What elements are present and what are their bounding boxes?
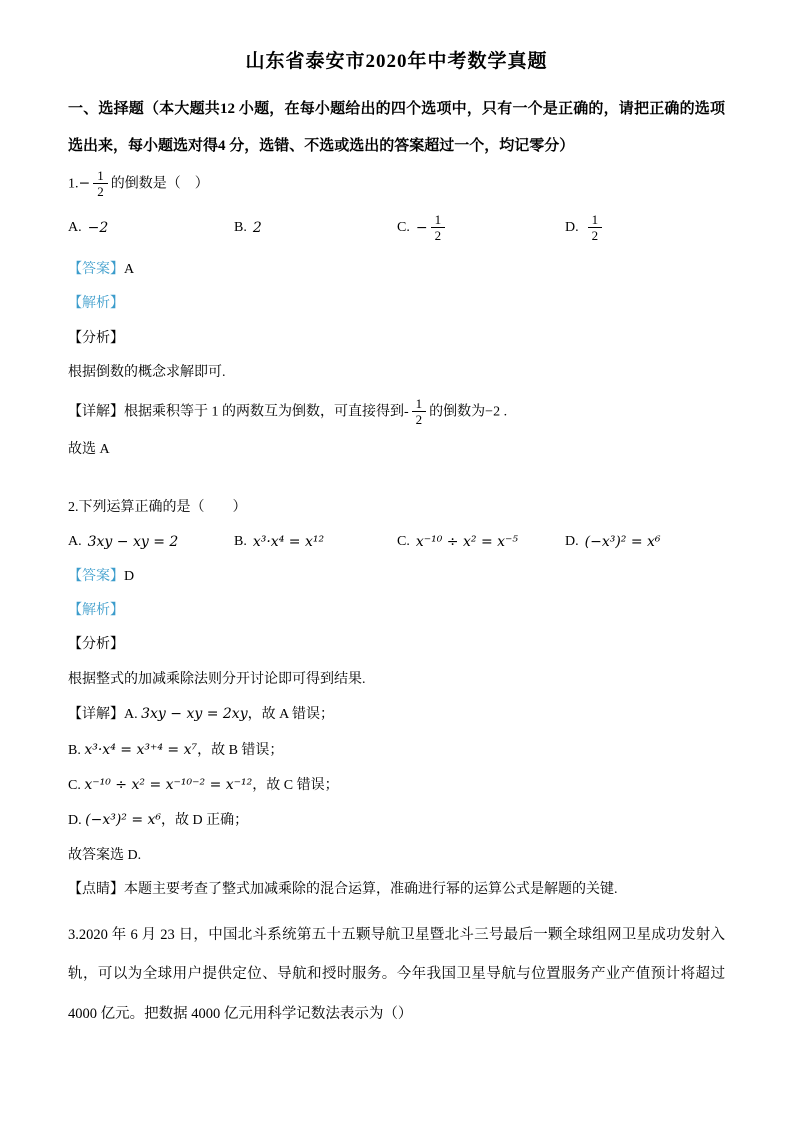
q1-conclusion: 故选 A — [68, 441, 110, 457]
question-2 — [68, 497, 725, 901]
q2-option-c-label: C. — [397, 533, 410, 549]
section-header: 一、选择题（本大题共12 小题，在每小题给出的四个选项中，只有一个是正确的，请把正确的选项选出来，每小题选对得4 分，选错、不选或选出的答案超过一个，均记零分） — [68, 101, 725, 154]
q2-option-a — [68, 534, 234, 550]
q1-option-c-numerator: 1 — [431, 213, 446, 229]
q2-option-d — [565, 534, 661, 550]
q1-xiangjie-pre: 根据乘积等于 1 的两数互为倒数，可直接得到- — [124, 403, 409, 419]
q1-number: 1. — [68, 175, 79, 191]
q2-xiangjie-tag: 【详解】 — [68, 707, 124, 723]
q1-answer-value: A — [124, 262, 135, 278]
q2-detail-a-math: 3xy − xy = 2xy — [141, 706, 248, 723]
q2-answer-line — [68, 566, 725, 588]
q1-answer-line — [68, 259, 725, 281]
q1-stem-fraction-denominator: 2 — [97, 184, 104, 200]
q2-detail-a-suffix: ，故 A 错误； — [247, 707, 334, 723]
q2-detail-d-prefix: D. — [68, 813, 82, 829]
q2-jiexi-tag: 【解析】 — [68, 603, 124, 619]
q1-option-c-denominator: 2 — [434, 228, 442, 244]
q1-option-c-sign: − — [415, 219, 428, 236]
q1-options — [68, 213, 725, 243]
q1-xiangjie-tag: 【详解】 — [68, 403, 124, 419]
q1-fenxi-tag: 【分析】 — [68, 330, 124, 346]
q2-detail-c-math: x⁻¹⁰ ÷ x² = x⁻¹⁰⁻² = x⁻¹² — [84, 777, 253, 794]
q1-option-d-denominator: 2 — [591, 228, 599, 244]
q1-xiangjie-fraction — [412, 397, 427, 427]
q1-option-d — [565, 213, 605, 243]
document-title: 山东省泰安市2020年中考数学真题 — [245, 51, 548, 72]
q2-option-d-label: D. — [565, 533, 579, 549]
q2-fenxi-text: 根据整式的加减乘除法则分开讨论即可得到结果. — [68, 671, 366, 687]
q1-stem-text: 的倒数是（ ） — [110, 175, 209, 191]
q2-detail-b — [68, 739, 725, 762]
q2-detail-a — [68, 703, 725, 726]
q2-detail-c-prefix: C. — [68, 778, 81, 794]
q2-jiexi-line — [68, 600, 725, 622]
q2-dianjing-text: 本题主要考查了整式加减乘除的混合运算，准确进行幂的运算公式是解题的关键. — [124, 882, 618, 898]
q1-stem — [68, 169, 725, 199]
q2-option-b-label: B. — [234, 533, 247, 549]
q1-xiangjie-fraction-denominator: 2 — [415, 412, 423, 428]
q2-option-b — [234, 534, 397, 550]
q2-answer-tag: 【答案】 — [68, 568, 124, 584]
q2-fenxi-line — [68, 634, 725, 656]
q1-option-b — [234, 220, 397, 236]
q1-stem-fraction-numerator: 1 — [93, 169, 108, 185]
q2-detail-b-prefix: B. — [68, 742, 81, 758]
question-3 — [68, 916, 725, 1036]
q1-fenxi-line — [68, 328, 725, 350]
q1-answer-tag: 【答案】 — [68, 262, 124, 278]
q2-answer-value: D — [124, 568, 135, 584]
q1-option-a — [68, 220, 234, 236]
q1-fenxi-text: 根据倒数的概念求解即可. — [68, 365, 226, 381]
q2-detail-c — [68, 774, 725, 797]
q1-xiangjie-post: 的倒数为−2 . — [429, 403, 508, 419]
q1-xiangjie-line — [68, 397, 725, 427]
q2-detail-d-suffix: ，故 D 正确； — [161, 813, 249, 829]
q1-minus-sign: − — [78, 174, 91, 191]
q1-option-c-label: C. — [397, 219, 410, 235]
q1-xiangjie-fraction-numerator: 1 — [412, 397, 427, 413]
q2-options — [68, 534, 725, 550]
q1-option-d-numerator: 1 — [588, 213, 603, 229]
q1-option-b-label: B. — [234, 219, 247, 235]
q2-detail-a-prefix: A. — [124, 707, 138, 723]
q1-option-d-label: D. — [565, 219, 579, 235]
q1-option-d-fraction — [588, 213, 603, 243]
q2-detail-c-suffix: ，故 C 错误； — [252, 778, 339, 794]
q2-option-a-value: 3xy − xy = 2 — [87, 533, 179, 550]
q2-option-b-value: x³·x⁴ = x¹² — [252, 533, 325, 550]
q2-dianjing-line — [68, 879, 725, 901]
q2-detail-d — [68, 809, 725, 832]
q3-stem: 3.2020 年 6 月 23 日，中国北斗系统第五十五颗导航卫星暨北斗三号最后一颗全球组网卫星成功发射入轨，可以为全球用户提供定位、导航和授时服务。今年我国卫星导航与位置服务产业产值预计将超过 4000 亿元。把数据 4000 亿元用科学记数法表示为（） — [68, 926, 725, 1023]
q2-fenxi-tag: 【分析】 — [68, 637, 124, 653]
q1-option-b-value: 2 — [252, 219, 262, 236]
q1-option-a-label: A. — [68, 219, 82, 235]
q1-option-c — [397, 213, 565, 243]
q2-conclusion: 故答案选 D. — [68, 847, 142, 863]
q2-detail-b-math: x³·x⁴ = x³⁺⁴ = x⁷ — [84, 741, 198, 758]
q1-option-c-fraction — [431, 213, 446, 243]
q1-stem-fraction — [93, 169, 108, 199]
q2-stem: 2.下列运算正确的是（ ） — [68, 500, 247, 516]
q2-option-c-value: x⁻¹⁰ ÷ x² = x⁻⁵ — [415, 533, 519, 550]
q2-dianjing-tag: 【点睛】 — [68, 882, 124, 898]
q1-jiexi-tag: 【解析】 — [68, 296, 124, 312]
q1-jiexi-line — [68, 293, 725, 315]
question-1 — [68, 169, 725, 462]
q2-option-d-value: (−x³)² = x⁶ — [584, 533, 661, 550]
q2-detail-b-suffix: ，故 B 错误； — [197, 742, 284, 758]
q1-option-a-value: −2 — [87, 219, 109, 236]
q2-option-c — [397, 534, 565, 550]
q2-option-a-label: A. — [68, 533, 82, 549]
q2-detail-d-math: (−x³)² = x⁶ — [85, 812, 162, 829]
